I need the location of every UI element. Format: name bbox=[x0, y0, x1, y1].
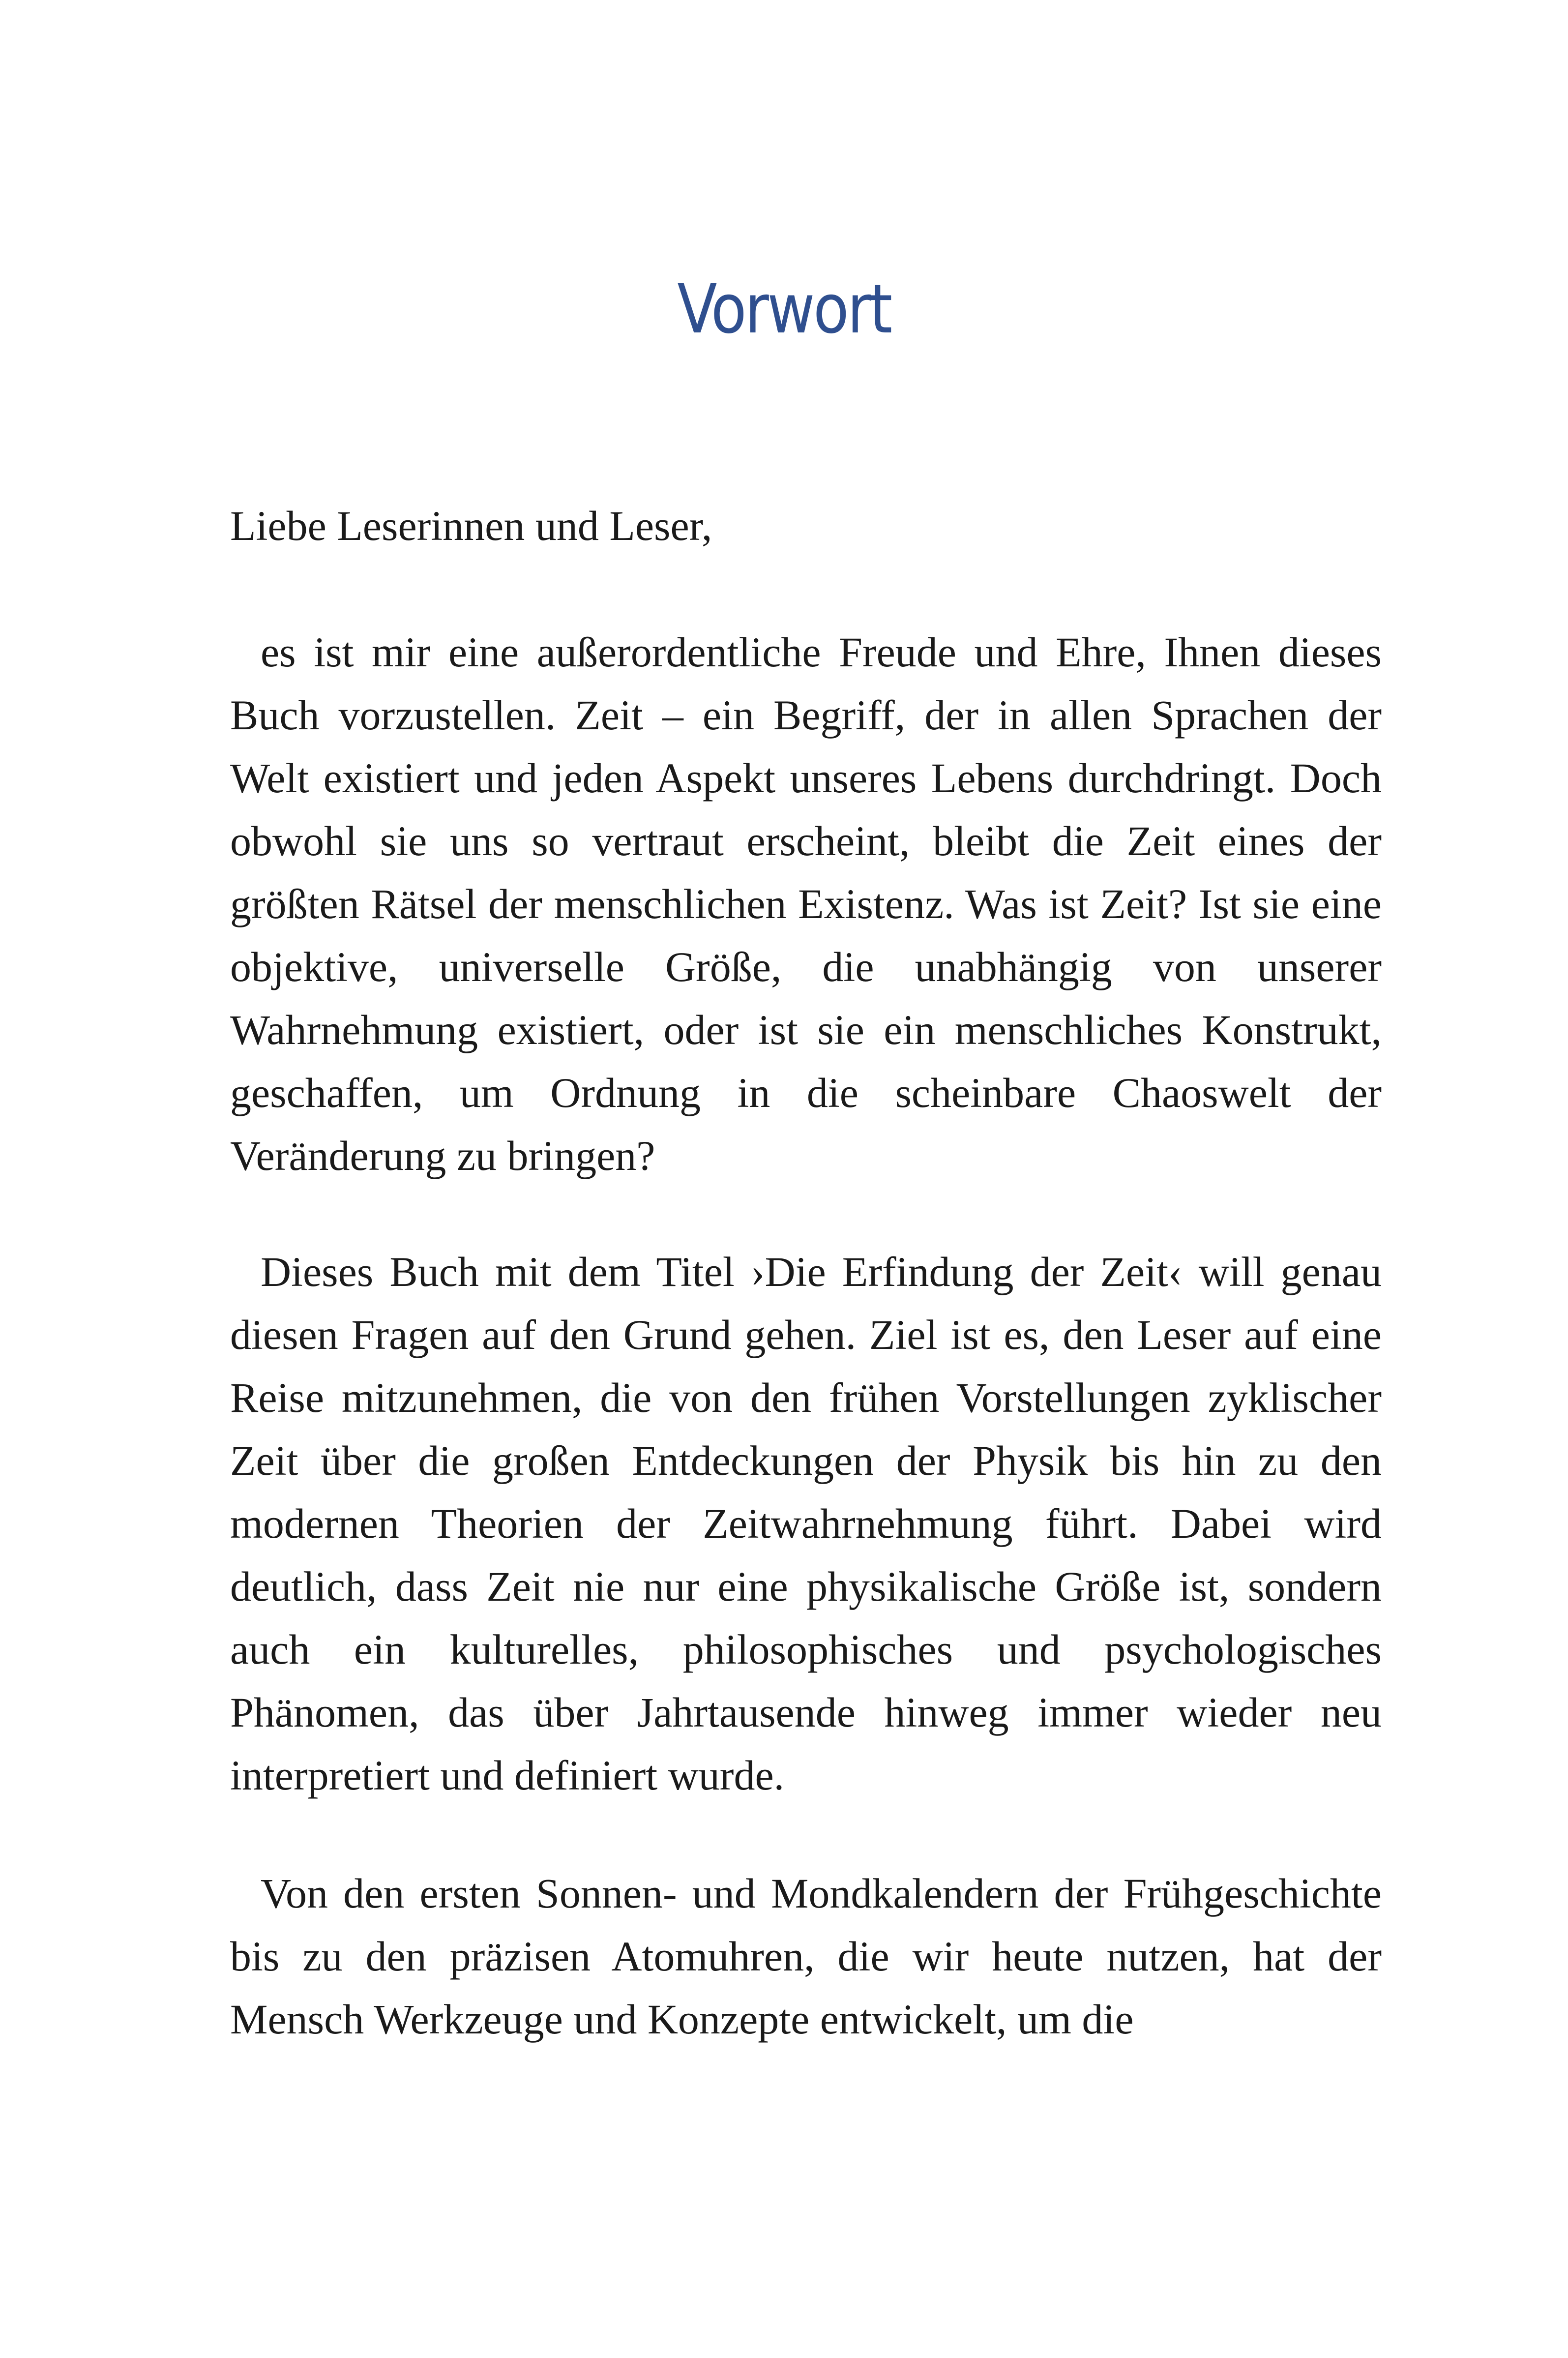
chapter-title: Vorwort bbox=[677, 269, 891, 349]
paragraph-1: es ist mir eine außerordentliche Freude und Ehre, Ihnen dieses Buch vorzustellen. Zeit – ein Begriff, der in allen Sprachen der Welt existiert und jeden Aspekt unseres Lebens durchdringt. Doch obwohl sie uns so vertraut erscheint, bleibt die Zeit eines der größten Rätsel der menschlichen Existenz. Was ist Zeit? Ist sie eine objektive, universelle Größe, die unabhängig von unserer Wahrnehmung existiert, oder ist sie ein menschliches Konstrukt, geschaffen, um Ordnung in die scheinbare Chaoswelt der Veränderung zu bringen? bbox=[230, 628, 1382, 1179]
paragraph-2: Dieses Buch mit dem Titel ›Die Erfindung der Zeit‹ will genau diesen Fragen auf den Grund gehen. Ziel ist es, den Leser auf eine Reise mitzunehmen, die von den frühen Vorstellungen zyklischer Zeit über die großen Entdeckungen der Physik bis hin zu den modernen Theorien der Zeitwahrnehmung führt. Dabei wird deutlich, dass Zeit nie nur eine physikalische Größe ist, sondern auch ein kulturelles, philosophisches und psychologisches Phänomen, das über Jahrtausende hinweg immer wieder neu interpretiert und definiert wurde. bbox=[230, 1248, 1382, 1799]
paragraph-3: Von den ersten Sonnen- und Mondkalendern der Frühgeschichte bis zu den präzisen Atomuhren, die wir heute nutzen, hat der Mensch Werkzeuge und Konzepte entwickelt, um die bbox=[230, 1870, 1382, 2043]
salutation: Liebe Leserinnen und Leser, bbox=[230, 502, 712, 549]
